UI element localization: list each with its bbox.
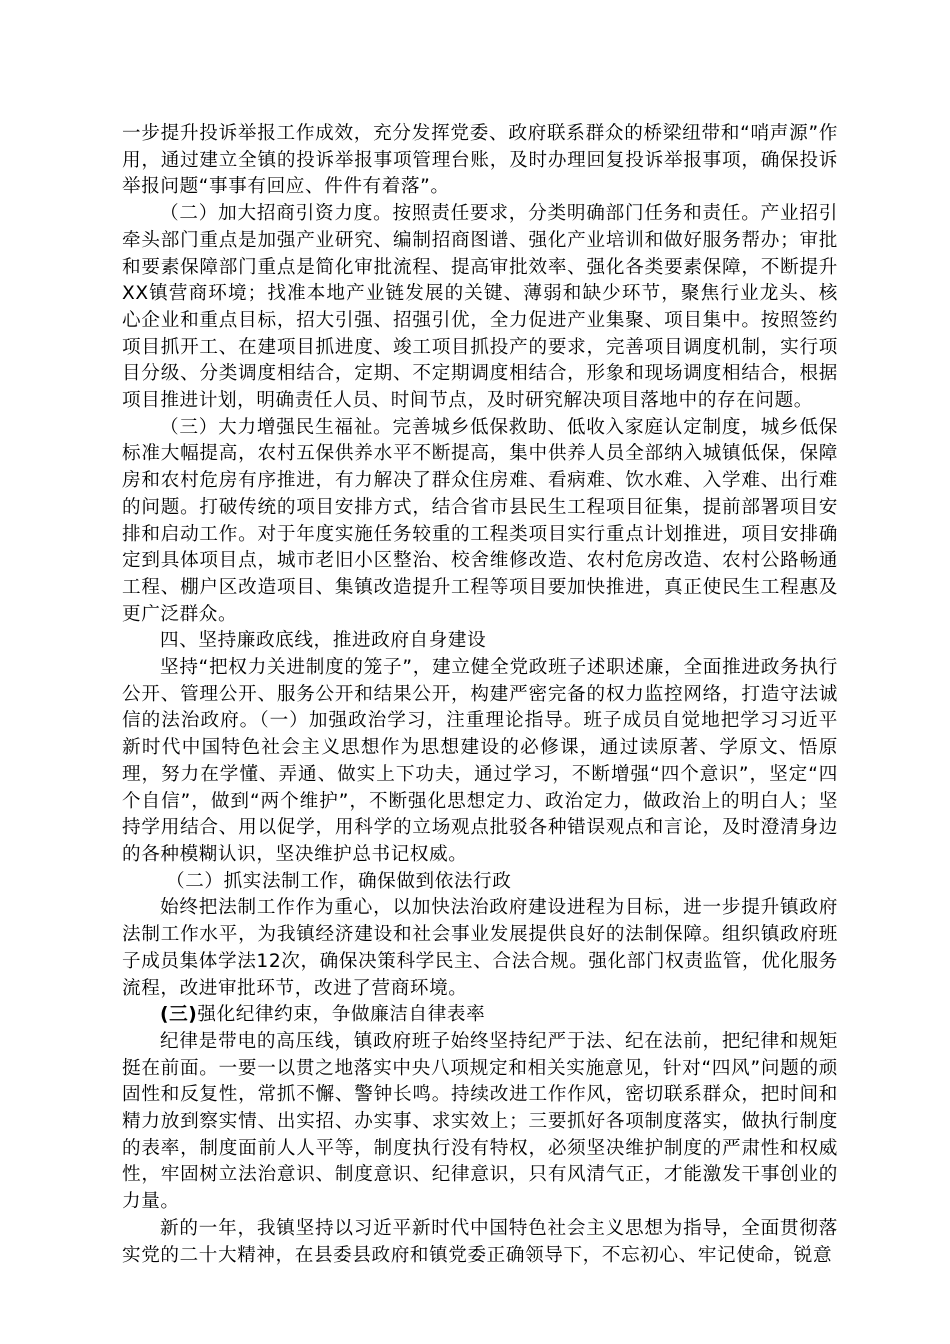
paragraph-discipline: 纪律是带电的高压线，镇政府班子始终坚持纪严于法、纪在法前，把纪律和规矩挺在前面。一要一以贯之地落实中央八项规定和相关实施意见，针对“四风”问题的顽固性和反复性，常抓不懈、警钟长鸣。持续改进工作作风，密切联系群众，把时间和精力放到察实情、出实招、办实事、求实效上；三要抓好各项制度落实，做执行制度的表率，制度面前人人平等，制度执行没有特权，必须坚决维护制度的严肃性和权威性，牢固树立法治意识、制度意识、纪律意识，只有风清气正，才能激发干事创业的力量。: [122, 1030, 838, 1213]
paragraph-continuation: 一步提升投诉举报工作成效，充分发挥党委、政府联系群众的桥梁纽带和“哨声源”作用，通过建立全镇的投诉举报事项管理台账，及时办理回复投诉举报事项，确保投诉举报问题“事事有回应、件件有着落”。: [122, 123, 838, 198]
section-heading-integrity: 四、坚持廉政底线，推进政府自身建设: [160, 630, 487, 652]
paragraph-livelihood: （三）大力增强民生福祉。完善城乡低保救助、低收入家庭认定制度，城乡低保标准大幅提高，农村五保供养水平不断提高，集中供养人员全部纳入城镇低保，保障房和农村危房有序推进，有力解决了群众住房难、看病难、饮水难、入学难、出行难的问题。打破传统的项目安排方式，结合省市县民生工程项目征集，提前部署项目安排和启动工作。对于年度实施任务较重的工程类项目实行重点计划推进，项目安排确定到具体项目点，城市老旧小区整治、校舍维修改造、农村危房改造、农村公路畅通工程、棚户区改造项目、集镇改造提升工程等项目要加快推进，真正使民生工程惠及更广泛群众。: [122, 416, 838, 625]
document-body: [122, 121, 838, 1269]
paragraph-legal-work: 始终把法制工作作为重心，以加快法治政府建设进程为目标，进一步提升镇政府法制工作水平，为我镇经济建设和社会事业发展提供良好的法制保障。组织镇政府班子成员集体学法12次，确保决策科学民主、合法合规。强化部门权责监管，优化服务流程，改进审批环节，改进了营商环境。: [122, 897, 838, 999]
paragraph-new-year: 新的一年，我镇坚持以习近平新时代中国特色社会主义思想为指导，全面贯彻落实党的二十大精神，在县委县政府和镇党委正确领导下，不忘初心、牢记使命，锐意: [122, 1217, 838, 1266]
paragraph-power-supervision: 坚持“把权力关进制度的笼子”，建立健全党政班子述职述廉，全面推进政务执行公开、管理公开、服务公开和结果公开，构建严密完备的权力监控网络，打造守法诚信的法治政府。（一）加强政治学习，注重理论指导。班子成员自觉地把学习习近平新时代中国特色社会主义思想作为思想建设的必修课，通过读原著、学原文、悟原理，努力在学懂、弄通、做实上下功夫，通过学习，不断增强“四个意识”，坚定“四个自信”，做到“两个维护”，不断强化思想定力、政治定力，做政治上的明白人；坚持学用结合、用以促学，用科学的立场观点批驳各种错误观点和言论，及时澄清身边的各种模糊认识，坚决维护总书记权威。: [122, 657, 838, 865]
subheading-legal-work: （二）抓实法制工作，确保做到依法行政: [166, 870, 512, 892]
subheading-discipline: [122, 1002, 838, 1029]
subheading-discipline-number: (三): [160, 1004, 198, 1026]
paragraph-investment: （二）加大招商引资力度。按照责任要求，分类明确部门任务和责任。产业招引牵头部门重点是加强产业研究、编制招商图谱、强化产业培训和做好服务帮办；审批和要素保障部门重点是简化审批流程、提高审批效率、强化各类要素保障，不断提升XX镇营商环境；找准本地产业链发展的关键、薄弱和缺少环节，聚焦行业龙头、核心企业和重点目标，招大引强、招强引优，全力促进产业集聚、项目集中。按照签约项目抓开工、在建项目抓进度、竣工项目抓投产的要求，完善项目调度机制，实行项目分级、分类调度相结合，定期、不定期调度相结合，形象和现场调度相结合，根据项目推进计划，明确责任人员、时间节点，及时研究解决项目落地中的存在问题。: [122, 203, 838, 412]
subheading-discipline-text: 强化纪律约束，争做廉洁自律表率: [197, 1004, 486, 1026]
